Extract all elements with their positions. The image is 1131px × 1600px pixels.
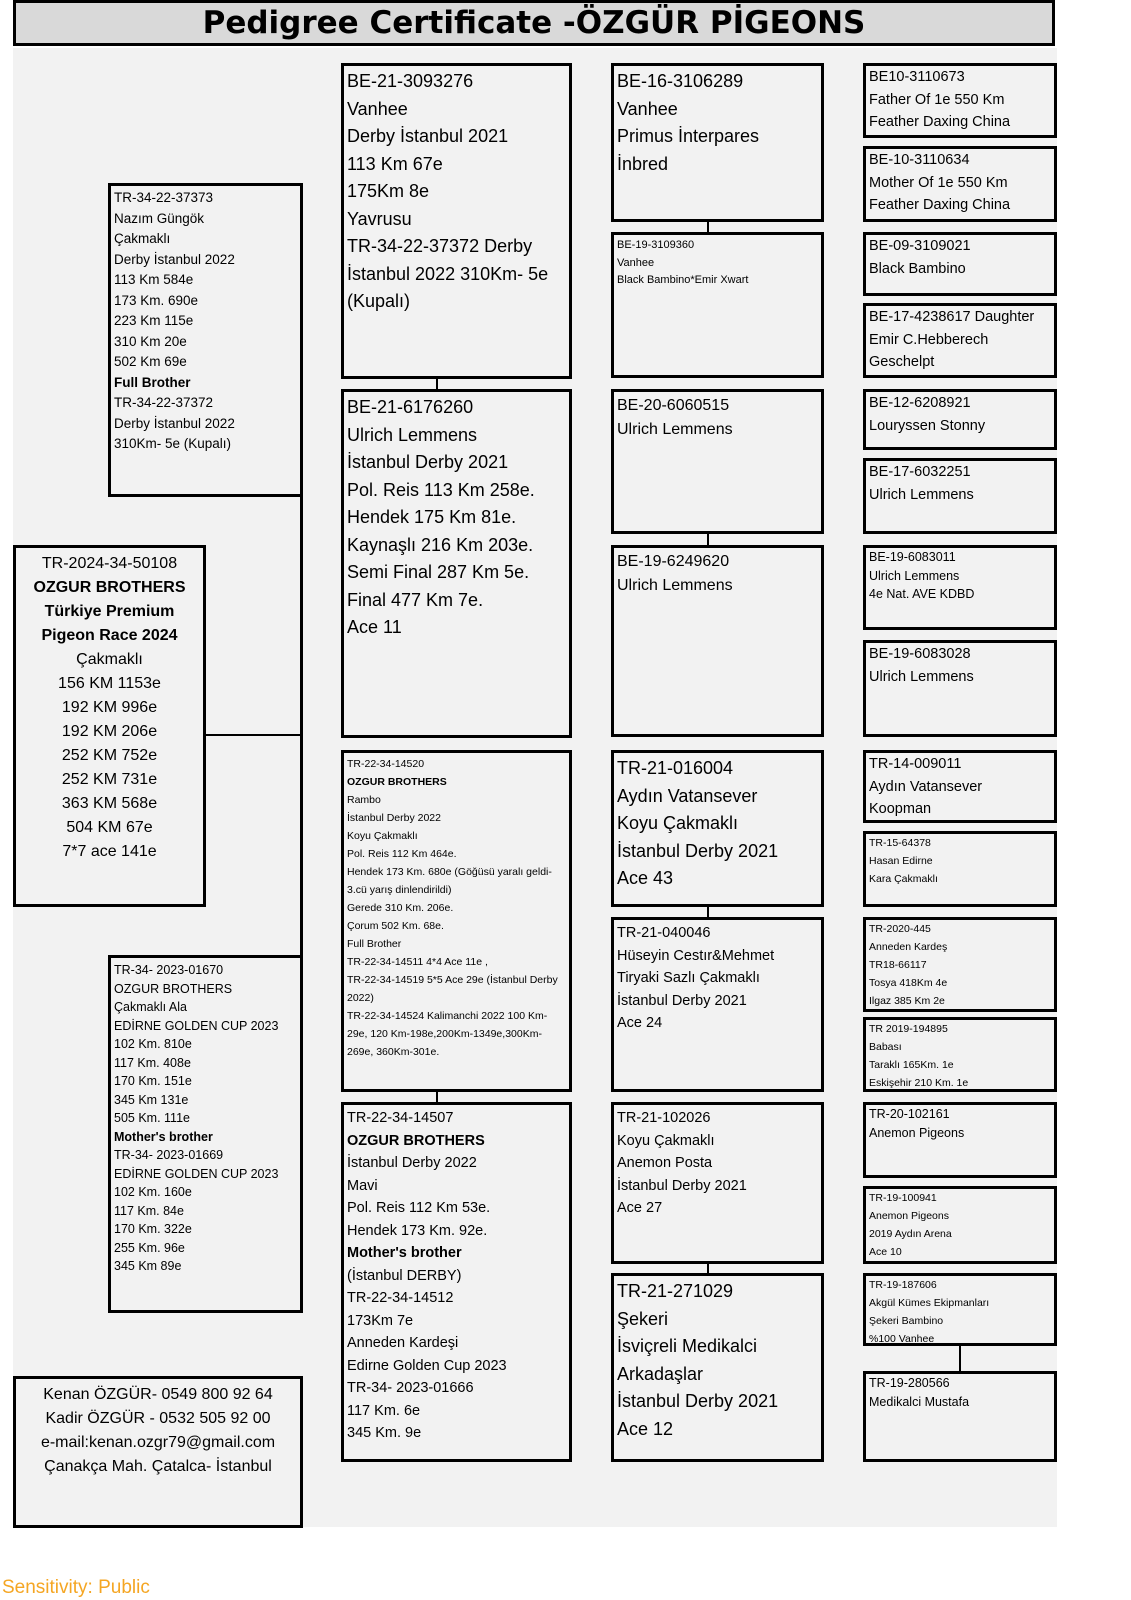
pedigree-line: Louryssen Stonny xyxy=(869,417,986,434)
pedigree-line: 252 KM 752e xyxy=(61,747,158,764)
pedigree-line: TR-22-34-14520 xyxy=(347,758,425,770)
pedigree-line: TR-15-64378 xyxy=(869,837,931,849)
pedigree-line: Koyu Çakmaklı xyxy=(617,1132,715,1149)
pedigree-line: 4e Nat. AVE KDBD xyxy=(869,587,975,601)
sire-box xyxy=(108,183,303,497)
pedigree-line: BE-21-6176260 xyxy=(347,397,474,417)
ancestor-box xyxy=(863,303,1057,378)
pedigree-line: TR-21-040046 xyxy=(617,925,711,941)
pedigree-line: İsviçreli Medikalci xyxy=(617,1336,758,1356)
pedigree-line: Ace 12 xyxy=(617,1418,674,1439)
pedigree-line: TR-22-34-14524 Kalimanchi 2022 100 Km-29e, 120 Km-198e,200Km-1349e,300Km-269e, 360Km-301e. xyxy=(347,1010,548,1058)
pedigree-line: BE-17-4238617 Daughter Emir C.Hebberech Geschelpt xyxy=(869,309,1035,370)
pedigree-line: 156 KM 1153e xyxy=(58,675,161,692)
ancestor-box xyxy=(863,458,1057,534)
pedigree-line: Arkadaşlar xyxy=(617,1363,704,1384)
pedigree-line: 173Km 7e xyxy=(347,1312,414,1329)
pedigree-line: İstanbul Derby 2021 xyxy=(617,1391,779,1411)
ancestor-box xyxy=(863,545,1057,630)
pedigree-line: Aydın Vatansever xyxy=(617,785,758,806)
connector-line xyxy=(959,1344,961,1371)
pedigree-line: İstanbul Derby 2021 xyxy=(617,840,779,861)
pedigree-line: TR-2020-445 xyxy=(869,923,931,935)
pedigree-line: BE-20-6060515 xyxy=(617,397,730,414)
great-grandparent-box xyxy=(611,389,824,534)
pedigree-line: 117 Km. 84e xyxy=(114,1203,184,1218)
sensitivity-label: Sensitivity: Public xyxy=(2,1577,150,1598)
pedigree-line: Father Of 1e 550 Km xyxy=(869,91,1005,108)
pedigree-line: Ulrich Lemmens xyxy=(869,486,974,503)
pedigree-line: TR-21-271029 xyxy=(617,1281,734,1301)
pedigree-line: Babası xyxy=(869,1041,902,1053)
pedigree-line: 113 Km 584e xyxy=(114,272,194,287)
pedigree-line: Şekeri xyxy=(617,1308,669,1329)
ancestor-box xyxy=(863,750,1057,823)
pedigree-line: BE-09-3109021 xyxy=(869,238,971,254)
pedigree-line: Akgül Kümes Ekipmanları xyxy=(869,1297,990,1309)
pedigree-line: Mother's brother xyxy=(347,1245,462,1261)
pedigree-line: Anemon Pigeons xyxy=(869,1210,949,1222)
pedigree-line: TR-21-102026 xyxy=(617,1110,711,1126)
great-grandparent-box xyxy=(611,232,824,378)
pedigree-line: 223 Km 115e xyxy=(114,313,194,328)
pedigree-line: 170 Km. 322e xyxy=(114,1222,192,1236)
pedigree-line: Feather Daxing China xyxy=(869,197,1011,213)
pedigree-line: 310 Km 20e xyxy=(114,333,187,349)
page-title: Pedigree Certificate -ÖZGÜR PİGEONS xyxy=(13,0,1055,46)
pedigree-line: BE-19-6083028 xyxy=(869,646,971,662)
pedigree-line: Derby İstanbul 2022 xyxy=(114,251,235,267)
pedigree-line: 345 Km. 9e xyxy=(347,1425,422,1441)
pedigree-line: İstanbul Derby 2021 xyxy=(617,992,747,1009)
ancestor-box xyxy=(863,1102,1057,1178)
pedigree-line: BE-16-3106289 xyxy=(617,71,744,91)
pedigree-line: TR-34-22-37373 xyxy=(114,190,214,205)
pedigree-line: Final 477 Km 7e. xyxy=(347,589,484,610)
ancestor-box xyxy=(863,917,1057,1012)
pedigree-line: BE-17-6032251 xyxy=(869,464,971,480)
pedigree-line: Mother Of 1e 550 Km xyxy=(869,174,1008,191)
pedigree-line: BE-19-6249620 xyxy=(617,553,730,570)
pedigree-line: BE-12-6208921 xyxy=(869,395,971,411)
great-grandparent-box xyxy=(611,750,824,907)
ancestor-box xyxy=(863,232,1057,296)
ancestor-box xyxy=(863,1186,1057,1264)
pedigree-line: TR-19-187606 xyxy=(869,1279,937,1291)
pedigree-line: 192 KM 206e xyxy=(61,723,158,740)
pedigree-line: TR-34-22-37372 xyxy=(114,395,214,410)
pedigree-line: 170 Km. 151e xyxy=(114,1074,192,1088)
pedigree-line: %100 Vanhee xyxy=(869,1333,935,1345)
great-grandparent-box xyxy=(611,545,824,737)
pedigree-line: Vanhee xyxy=(347,98,408,119)
pedigree-line: Kara Çakmaklı xyxy=(869,873,938,885)
pedigree-line: İstanbul Derby 2021 xyxy=(617,1177,747,1194)
pedigree-line: Full Brother xyxy=(114,374,191,390)
pedigree-line: 310Km- 5e (Kupalı) xyxy=(114,436,232,451)
ancestor-box xyxy=(863,389,1057,450)
pedigree-line: 345 Km 131e xyxy=(114,1092,189,1107)
pedigree-line: 345 Km 89e xyxy=(114,1259,182,1273)
pedigree-line: Ilgaz 385 Km 2e xyxy=(869,995,945,1007)
pedigree-line: Pol. Reis 112 Km 53e. xyxy=(347,1200,491,1216)
ancestor-box xyxy=(863,1273,1057,1346)
pedigree-line: Çakmaklı xyxy=(76,651,143,668)
pedigree-line: TR-22-34-14507 xyxy=(347,1110,454,1126)
ancestor-box xyxy=(863,831,1057,907)
connector-line xyxy=(205,734,303,736)
pedigree-line: Çakmaklı xyxy=(114,231,171,246)
pedigree-line: TR-14-009011 xyxy=(869,756,962,772)
pedigree-line: Hüseyin Cestır&Mehmet Tiryaki Sazlı Çakmaklı xyxy=(617,947,775,986)
pedigree-line: 255 Km. 96e xyxy=(114,1240,185,1255)
pedigree-line: Black Bambino xyxy=(869,260,966,277)
pedigree-line: BE-10-3110634 xyxy=(869,152,970,168)
pigeon-box xyxy=(13,545,206,907)
grandparent-box xyxy=(341,63,572,379)
pedigree-line: BE-21-3093276 xyxy=(347,71,474,91)
pedigree-line: Ulrich Lemmens xyxy=(869,668,974,685)
pedigree-line: Feather Daxing China xyxy=(869,114,1011,130)
pedigree-line: Yavrusu xyxy=(347,208,412,229)
pedigree-line: 363 KM 568e xyxy=(61,795,158,812)
pedigree-line: Hendek 173 Km. 680e (Göğüsü yaralı geldi-3.cü yarış dinlendirildi) xyxy=(347,866,552,896)
grandparent-box xyxy=(341,389,572,738)
pedigree-line: 192 KM 996e xyxy=(61,699,158,716)
pedigree-line: Vanhee xyxy=(617,256,655,269)
pedigree-line: Nazım Güngök xyxy=(114,210,205,226)
pedigree-line: EDİRNE GOLDEN CUP 2023 xyxy=(114,1166,279,1181)
pedigree-line: Pol. Reis 113 Km 258e. xyxy=(347,479,535,500)
pedigree-line: OZGUR BROTHERS xyxy=(347,1132,485,1149)
pedigree-line: OZGUR BROTHERS xyxy=(347,776,447,788)
pedigree-line: TR-34-22-37372 Derby İstanbul 2022 310Km- 5e (Kupalı) xyxy=(347,236,549,311)
pedigree-line: BE10-3110673 xyxy=(869,69,965,85)
pedigree-line: 113 Km 67e xyxy=(347,153,443,174)
pedigree-line: 102 Km. 810e xyxy=(114,1037,192,1051)
pedigree-line: TR-22-34-14519 5*5 Ace 29e (İstanbul Derby 2022) xyxy=(347,974,558,1004)
pedigree-line: TR18-66117 xyxy=(869,959,927,971)
pedigree-line: Pol. Reis 112 Km 464e. xyxy=(347,848,457,860)
pedigree-line: Kenan ÖZGÜR- 0549 800 92 64 xyxy=(43,1386,273,1403)
grandparent-box xyxy=(341,750,572,1092)
pedigree-line: BE-19-3109360 xyxy=(617,239,695,251)
pedigree-line: Hasan Edirne xyxy=(869,855,933,867)
pedigree-line: Semi Final 287 Km 5e. xyxy=(347,562,530,582)
great-grandparent-box xyxy=(611,917,824,1092)
ancestor-box xyxy=(863,146,1057,222)
pedigree-line: Kadir ÖZGÜR - 0532 505 92 00 xyxy=(45,1410,271,1427)
pedigree-line: Koyu Çakmaklı xyxy=(347,830,418,842)
pedigree-line: OZGUR BROTHERS xyxy=(33,579,186,596)
pedigree-line: Pigeon Race 2024 xyxy=(41,627,178,644)
grandparent-box xyxy=(341,1102,572,1462)
pedigree-line: İnbred xyxy=(617,153,669,174)
pedigree-line: 175Km 8e xyxy=(347,181,430,201)
pedigree-line: 173 Km. 690e xyxy=(114,292,199,308)
great-grandparent-box xyxy=(611,63,824,222)
pedigree-line: Gerede 310 Km. 206e. xyxy=(347,902,454,914)
pedigree-line: 117 Km. 408e xyxy=(114,1055,191,1070)
pedigree-line: (İstanbul DERBY) xyxy=(347,1267,462,1284)
pedigree-line: Mavi xyxy=(347,1177,378,1194)
pedigree-line: OZGUR BROTHERS xyxy=(114,981,233,996)
pedigree-line: TR-34- 2023-01669 xyxy=(114,1148,224,1162)
pedigree-line: Hendek 175 Km 81e. xyxy=(347,507,517,527)
pedigree-line: 117 Km. 6e xyxy=(347,1402,421,1419)
pedigree-line: Şekeri Bambino xyxy=(869,1315,944,1327)
contact-box xyxy=(13,1376,303,1528)
pedigree-line: 7*7 ace 141e xyxy=(62,843,157,860)
pedigree-line: Vanhee xyxy=(617,98,678,119)
pedigree-line: Derby İstanbul 2022 xyxy=(114,415,235,431)
pedigree-line: TR-34- 2023-01670 xyxy=(114,963,224,977)
pedigree-line: BE-19-6083011 xyxy=(869,550,956,564)
ancestor-box xyxy=(863,63,1057,138)
pedigree-line: Ulrich Lemmens xyxy=(869,568,960,583)
pedigree-line: 502 Km 69e xyxy=(114,354,187,369)
pedigree-line: TR-20-102161 xyxy=(869,1107,950,1121)
pedigree-line: İstanbul Derby 2021 xyxy=(347,452,509,472)
ancestor-box xyxy=(863,1371,1057,1462)
great-grandparent-box xyxy=(611,1273,824,1462)
pedigree-line: Çakmaklı Ala xyxy=(114,1000,187,1014)
pedigree-line: 2019 Aydın Arena xyxy=(869,1228,952,1240)
pedigree-line: İstanbul Derby 2022 xyxy=(347,812,441,824)
pedigree-line: 504 KM 67e xyxy=(66,819,153,836)
pedigree-line: TR-19-100941 xyxy=(869,1192,937,1204)
pedigree-line: Kaynaşlı 216 Km 203e. xyxy=(347,534,534,555)
pedigree-line: Taraklı 165Km. 1e xyxy=(869,1059,954,1071)
pedigree-line: TR-21-016004 xyxy=(617,758,734,778)
pedigree-line: Ace 27 xyxy=(617,1200,663,1216)
pedigree-line: Ulrich Lemmens xyxy=(617,421,733,438)
connector-line xyxy=(300,490,303,958)
ancestor-box xyxy=(863,640,1057,737)
pedigree-line: Çanakça Mah. Çatalca- İstanbul xyxy=(44,1458,272,1475)
pedigree-line: Ace 24 xyxy=(617,1015,663,1031)
pedigree-line: TR-22-34-14511 4*4 Ace 11e , xyxy=(347,956,488,968)
pedigree-line: Derby İstanbul 2021 xyxy=(347,126,509,146)
pedigree-line: Mother's brother xyxy=(114,1129,213,1144)
pedigree-line: Edirne Golden Cup 2023 xyxy=(347,1357,507,1374)
pedigree-line: Ulrich Lemmens xyxy=(617,577,733,594)
pedigree-line: İstanbul Derby 2022 xyxy=(347,1155,477,1171)
pedigree-line: Ace 11 xyxy=(347,617,402,637)
ancestor-box xyxy=(863,1017,1057,1092)
pedigree-line: Tosya 418Km 4e xyxy=(869,977,948,989)
pedigree-line: TR-22-34-14512 xyxy=(347,1290,454,1306)
pedigree-line: Hendek 173 Km. 92e. xyxy=(347,1222,488,1239)
pedigree-line: TR 2019-194895 xyxy=(869,1023,948,1035)
pedigree-line: Anemon Posta xyxy=(617,1155,713,1171)
pedigree-line: Medikalci Mustafa xyxy=(869,1394,970,1409)
pedigree-line: Aydın Vatansever xyxy=(869,778,983,795)
pedigree-line: Ace 43 xyxy=(617,868,674,888)
pedigree-line: Black Bambino*Emir Xwart xyxy=(617,274,749,286)
pedigree-line: Anneden Kardeşi xyxy=(347,1335,459,1351)
pedigree-line: TR-34- 2023-01666 xyxy=(347,1380,474,1396)
pedigree-line: Full Brother xyxy=(347,938,402,950)
pedigree-line: Ace 10 xyxy=(869,1246,902,1258)
pedigree-line: 102 Km. 160e xyxy=(114,1185,192,1199)
pedigree-line: Koyu Çakmaklı xyxy=(617,813,739,833)
pedigree-line: Türkiye Premium xyxy=(44,603,175,620)
pedigree-line: Çorum 502 Km. 68e. xyxy=(347,920,444,932)
pedigree-line: e-mail:kenan.ozgr79@gmail.com xyxy=(40,1434,276,1451)
dam-box xyxy=(108,955,303,1313)
great-grandparent-box xyxy=(611,1102,824,1264)
pedigree-line: Anemon Pigeons xyxy=(869,1125,965,1140)
pedigree-line: Ulrich Lemmens xyxy=(347,424,478,445)
pedigree-line: Anneden Kardeş xyxy=(869,941,948,953)
pedigree-line: EDİRNE GOLDEN CUP 2023 xyxy=(114,1018,279,1033)
pedigree-line: 505 Km. 111e xyxy=(114,1111,190,1125)
pedigree-line: Rambo xyxy=(347,794,381,806)
pedigree-line: TR-2024-34-50108 xyxy=(41,555,178,572)
pedigree-line: 252 KM 731e xyxy=(61,771,158,788)
pedigree-line: Primus İnterpares xyxy=(617,126,760,146)
pedigree-line: Eskişehir 210 Km. 1e xyxy=(869,1077,969,1089)
pedigree-line: Koopman xyxy=(869,801,932,817)
pedigree-line: TR-19-280566 xyxy=(869,1376,950,1390)
